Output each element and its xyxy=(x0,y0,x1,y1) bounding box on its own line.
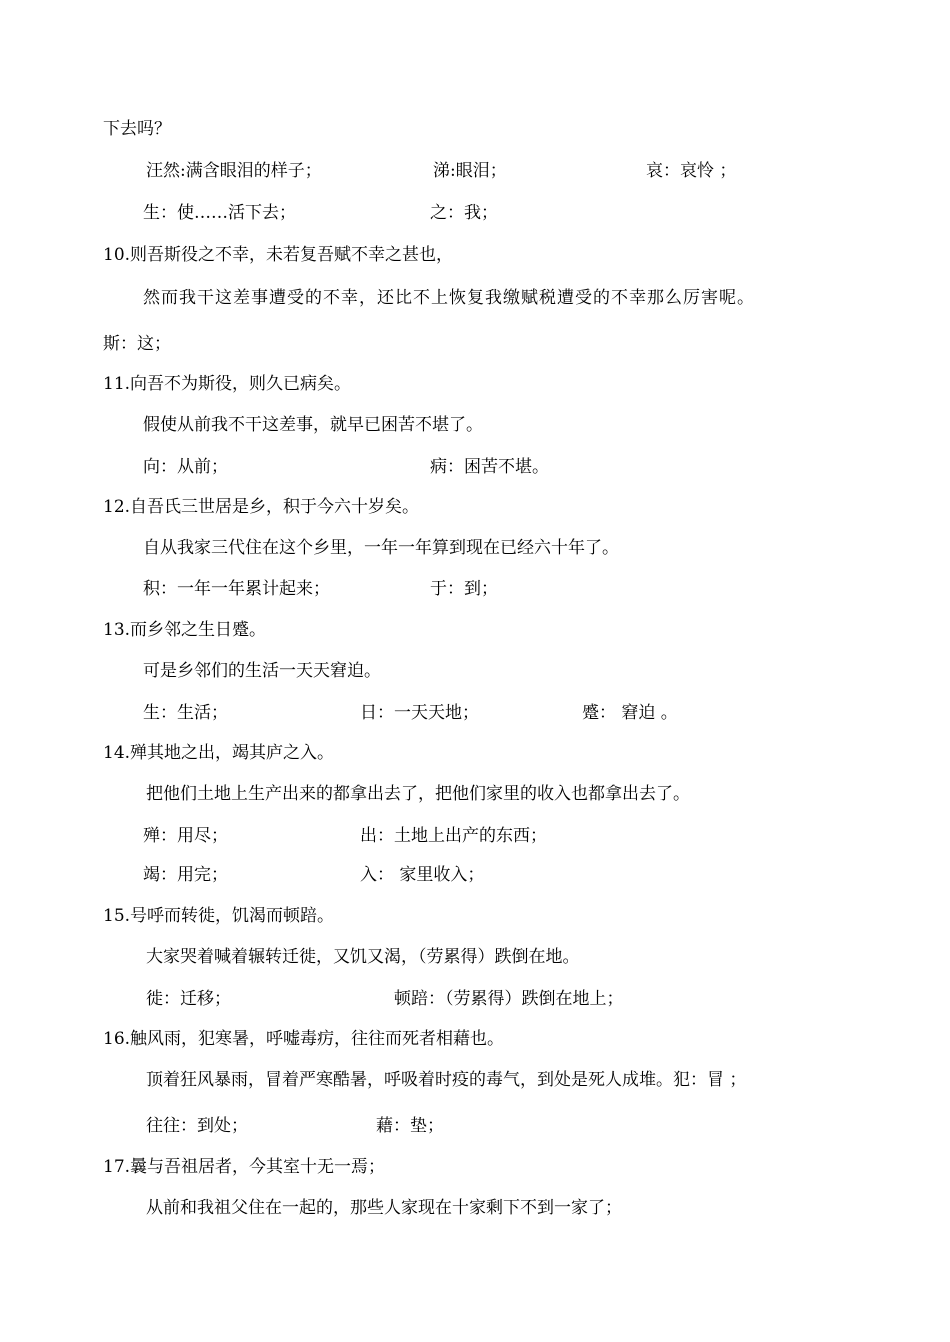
sentence-heading: 14.殚其地之出，竭其庐之入。 xyxy=(103,743,335,763)
annotation-item: 积：一年一年累计起来； xyxy=(143,579,330,599)
annotation-item: 藉：垫； xyxy=(376,1116,444,1136)
annotation-item: 蹙： 窘迫 。 xyxy=(582,703,678,723)
translation-line: 大家哭着喊着辗转迁徙，又饥又渴，（劳累得）跌倒在地。 xyxy=(146,947,580,967)
sentence-heading: 16.触风雨，犯寒暑，呼嘘毒疠，往往而死者相藉也。 xyxy=(103,1029,505,1049)
annotation-item: 之：我； xyxy=(430,203,498,223)
translation-line: 把他们土地上生产出来的都拿出去了，把他们家里的收入也都拿出去了。 xyxy=(146,784,690,804)
annotation-item: 顿踣：（劳累得）跌倒在地上； xyxy=(394,989,624,1009)
annotation-item: 入： 家里收入； xyxy=(360,865,485,885)
sentence-heading: 12.自吾氏三世居是乡，积于今六十岁矣。 xyxy=(103,497,420,517)
annotation-item: 日：一天天地； xyxy=(360,703,479,723)
translation-line: 从前和我祖父住在一起的，那些人家现在十家剩下不到一家了； xyxy=(146,1198,622,1218)
translation-line: 自从我家三代住在这个乡里，一年一年算到现在已经六十年了。 xyxy=(143,538,619,558)
sentence-heading: 10.则吾斯役之不幸，未若复吾赋不幸之甚也， xyxy=(103,245,454,265)
annotation-item: 生：使……活下去； xyxy=(143,203,296,223)
annotation-item: 出：土地上出产的东西； xyxy=(360,826,547,846)
annotation-item: 竭：用完； xyxy=(143,865,228,885)
annotation-item: 涕:眼泪； xyxy=(433,161,507,181)
annotation-item: 生：生活； xyxy=(143,703,228,723)
annotation-item: 徙：迁移； xyxy=(146,989,231,1009)
sentence-heading: 11.向吾不为斯役，则久已病矣。 xyxy=(103,374,352,394)
text-line: 下去吗？ xyxy=(103,119,171,139)
annotation-item: 哀：哀怜 ； xyxy=(646,161,737,181)
annotation-item: 病：困苦不堪。 xyxy=(430,457,549,477)
sentence-heading: 15.号呼而转徙，饥渴而顿踣。 xyxy=(103,906,335,926)
annotation-item: 汪然:满含眼泪的样子； xyxy=(146,161,322,181)
text-line: 斯：这； xyxy=(103,334,171,354)
translation-line: 假使从前我不干这差事，就早已困苦不堪了。 xyxy=(143,415,483,435)
annotation-item: 向：从前； xyxy=(143,457,228,477)
annotation-item: 往往：到处； xyxy=(146,1116,248,1136)
translation-line: 然而我干这差事遭受的不幸，还比不上恢复我缴赋税遭受的不幸那么厉害呢。 xyxy=(143,288,755,308)
translation-line: 顶着狂风暴雨，冒着严寒酷暑，呼吸着时疫的毒气，到处是死人成堆。犯：冒 ； xyxy=(146,1070,747,1090)
translation-line: 可是乡邻们的生活一天天窘迫。 xyxy=(143,661,381,681)
sentence-heading: 17.曩与吾祖居者，今其室十无一焉； xyxy=(103,1157,386,1177)
annotation-item: 殚：用尽； xyxy=(143,826,228,846)
annotation-item: 于：到； xyxy=(430,579,498,599)
sentence-heading: 13.而乡邻之生日蹙。 xyxy=(103,620,267,640)
